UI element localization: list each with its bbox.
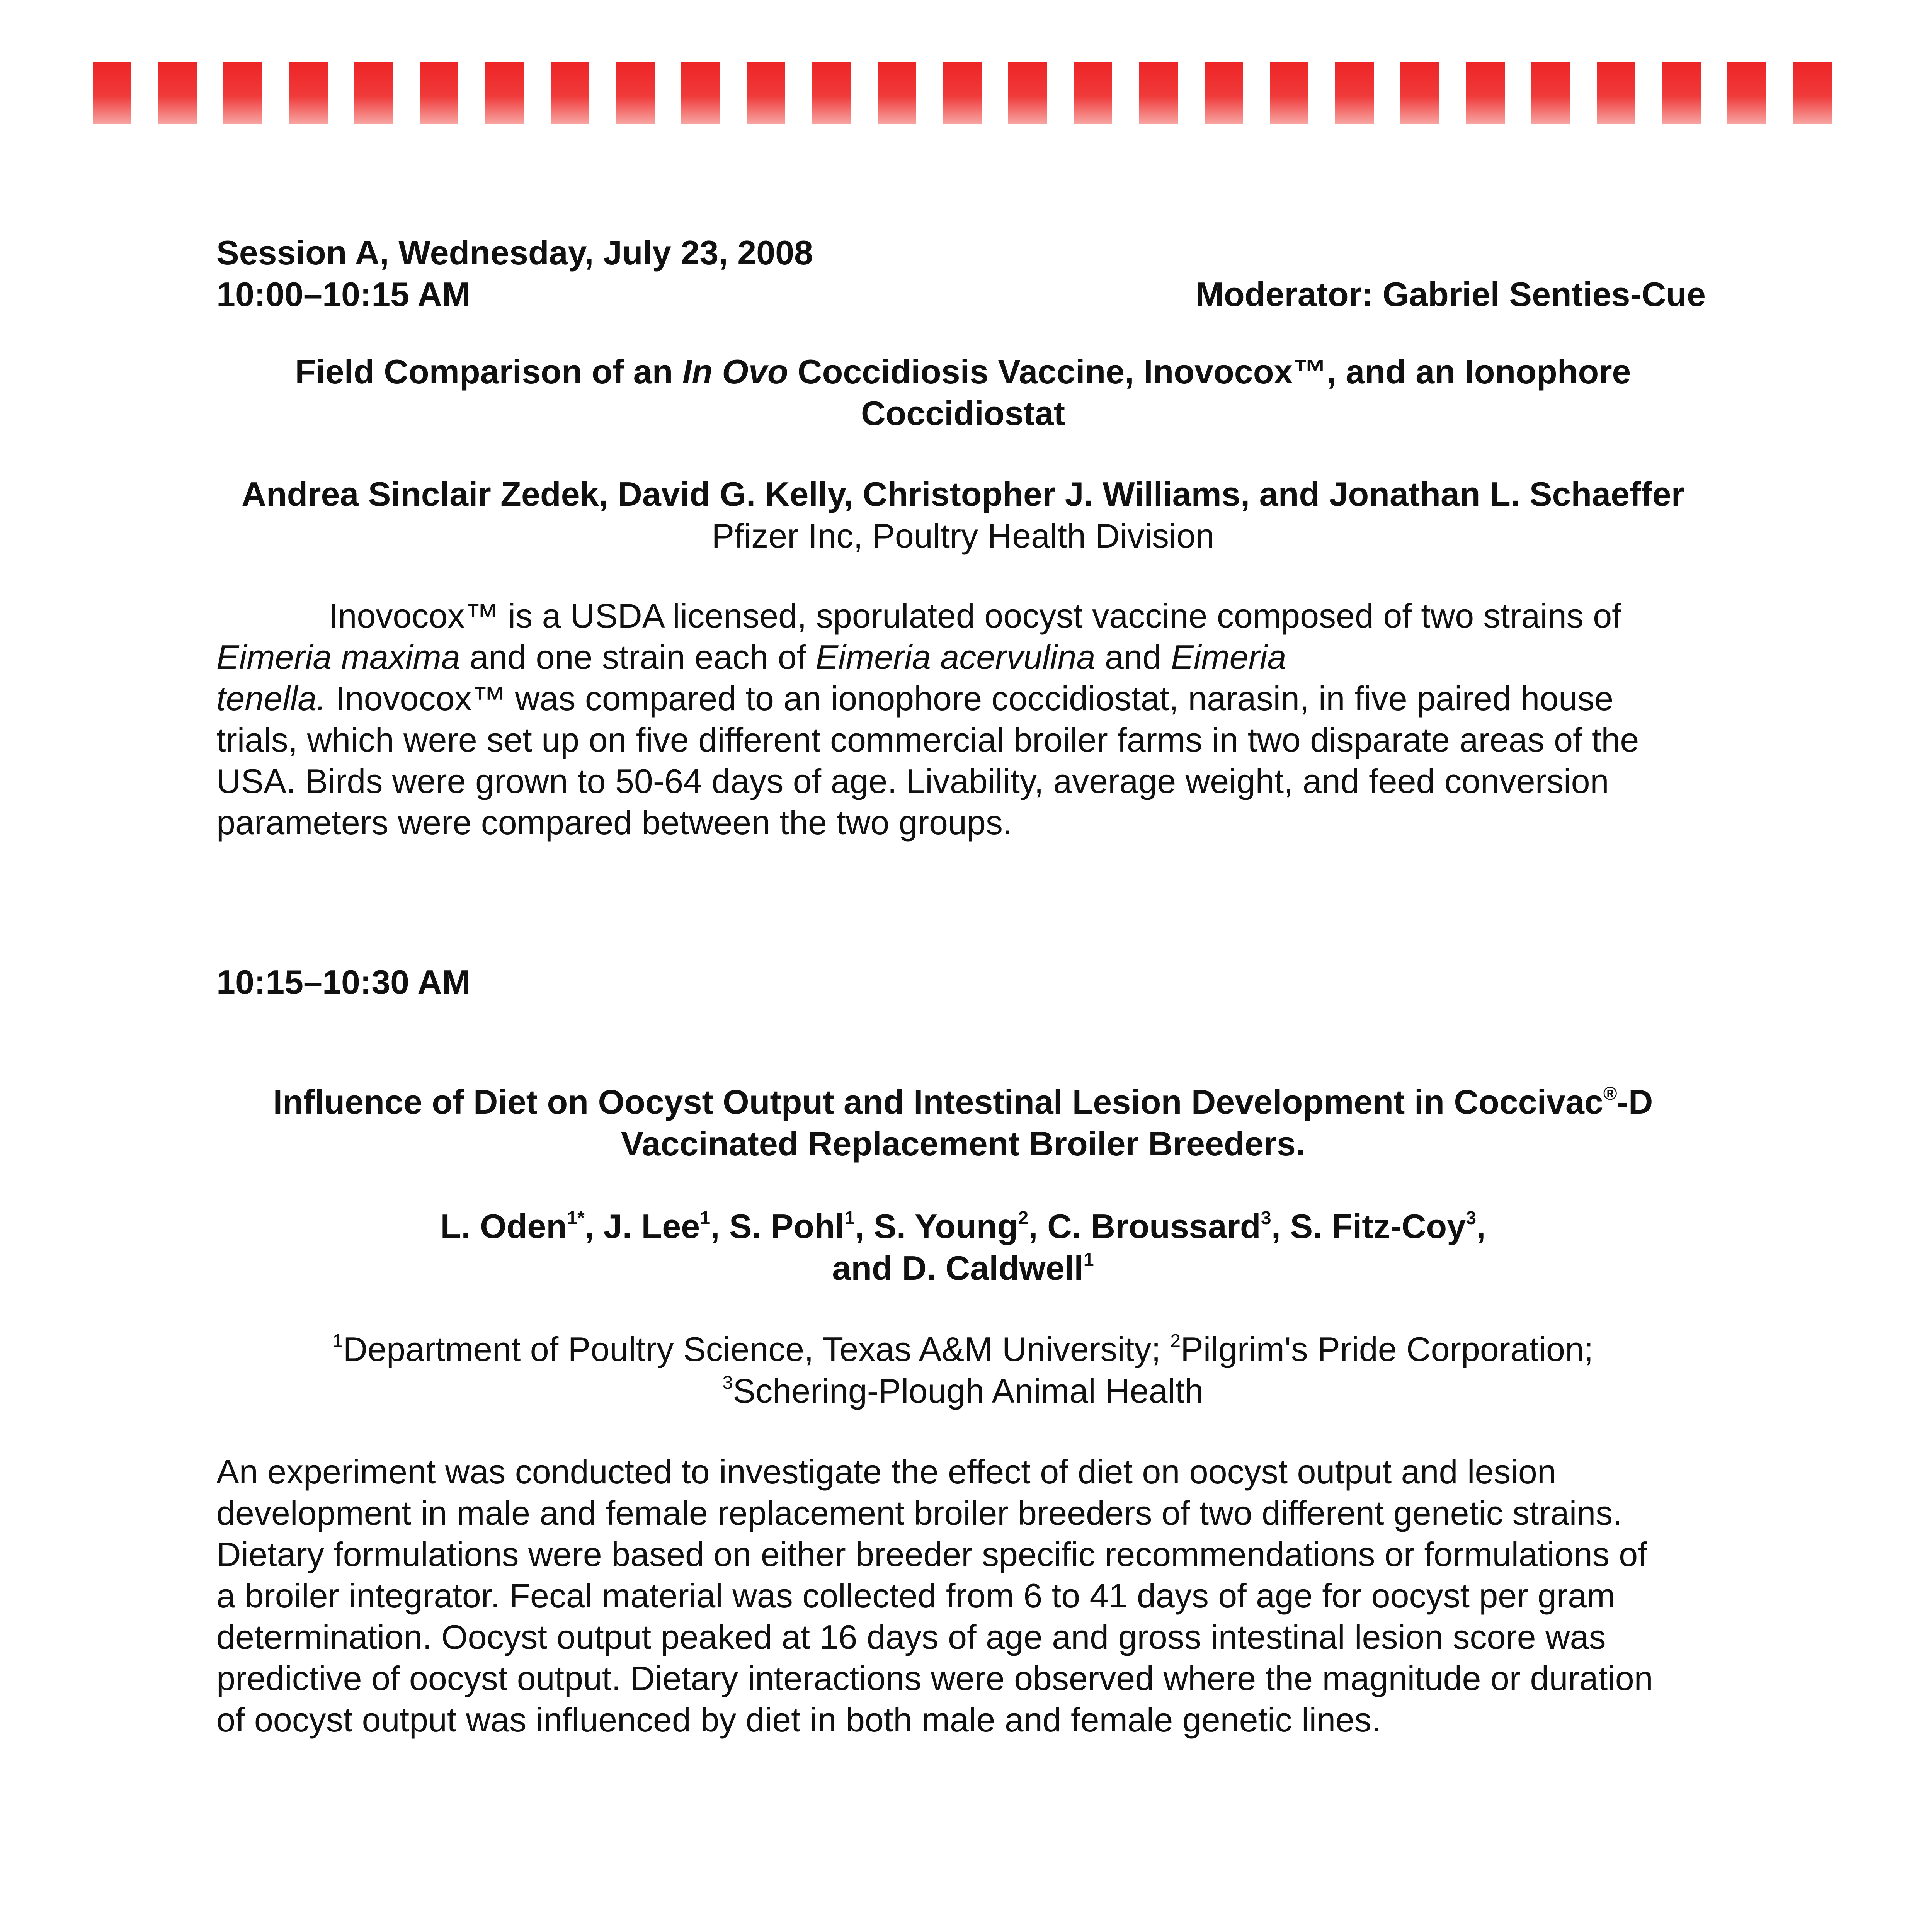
moderator-line: Moderator: Gabriel Senties-Cue <box>1195 275 1706 313</box>
decorative-red-marker-band <box>93 62 1832 124</box>
red-marker <box>1597 62 1635 124</box>
red-marker <box>943 62 982 124</box>
time-slot-1: 10:00–10:15 AM <box>216 275 471 313</box>
red-marker <box>1662 62 1701 124</box>
red-marker <box>1793 62 1832 124</box>
red-marker <box>616 62 655 124</box>
red-marker <box>747 62 785 124</box>
red-marker <box>1139 62 1178 124</box>
abstract-line: development in male and female replacement broiler breeders of two different genetic strains. <box>216 1494 1622 1532</box>
red-marker <box>1400 62 1439 124</box>
red-marker <box>1466 62 1505 124</box>
paper1-authors: Andrea Sinclair Zedek, David G. Kelly, Christopher J. Williams, and Jonathan L. Schaeffer <box>242 475 1684 513</box>
paper1-title: Field Comparison of an In Ovo Coccidiosis Vaccine, Inovocox™, and an Ionophore Coccidiostat <box>295 352 1631 432</box>
paper1-abstract: Inovocox™ is a USDA licensed, sporulated oocyst vaccine composed of two strains of Eimeria maxima and one strain each of Eimeria acervulina and Eimeria tenella. Inovocox™ was compared to an ionophore coccidiostat, narasin, in five paired house trials, which were set up on five different commercial broiler farms in two disparate areas of the USA. Birds were grown to 50-64 days of age. Livability, average weight, and feed conversion parameters were compared between the two groups. <box>216 597 1639 842</box>
red-marker <box>354 62 393 124</box>
red-marker <box>289 62 328 124</box>
time-slot-2: 10:15–10:30 AM <box>216 963 471 1001</box>
red-marker <box>878 62 916 124</box>
red-marker <box>551 62 589 124</box>
abstract-line: a broiler integrator. Fecal material was collected from 6 to 41 days of age for oocyst per gram <box>216 1577 1615 1615</box>
red-marker <box>1531 62 1570 124</box>
paper2-affiliations: $^1$Department of Poultry Science, Texas A&M University; $^2$Pilgrim's Pride Corporation; $^3$Schering-Plough Animal Health <box>332 1330 1594 1410</box>
red-marker <box>1008 62 1047 124</box>
red-marker <box>93 62 131 124</box>
abstract-line: of oocyst output was influenced by diet in both male and female genetic lines. <box>216 1701 1381 1739</box>
red-marker <box>420 62 458 124</box>
red-marker <box>1205 62 1243 124</box>
abstract-line: determination. Oocyst output peaked at 16 days of age and gross intestinal lesion score was <box>216 1618 1606 1656</box>
red-marker <box>223 62 262 124</box>
red-marker <box>485 62 524 124</box>
red-marker <box>812 62 851 124</box>
red-marker <box>1727 62 1766 124</box>
red-marker <box>681 62 720 124</box>
session-header <box>216 232 813 315</box>
red-marker <box>1270 62 1308 124</box>
abstract-line: predictive of oocyst output. Dietary interactions were observed where the magnitude or duration <box>216 1659 1653 1697</box>
red-marker <box>1335 62 1374 124</box>
red-marker <box>158 62 197 124</box>
paper2-authors: L. Oden$^{1*}$, J. Lee$^1$, S. Pohl$^1$, S. Young$^2$, C. Broussard$^3$, S. Fitz-Coy$^3$, and D. Caldwell$^1$ <box>440 1207 1486 1287</box>
paper1-affiliation: Pfizer Inc, Poultry Health Division <box>711 517 1215 555</box>
paper2-title: Influence of Diet on Oocyst Output and Intestinal Lesion Development in Coccivac®-D Vaccinated Replacement Broiler Breeders. <box>273 1083 1653 1163</box>
session-date: Session A, Wednesday, July 23, 2008 <box>216 233 813 272</box>
abstract-line: Dietary formulations were based on either breeder specific recommendations or formulations of <box>216 1535 1647 1573</box>
paper2-abstract <box>216 1451 1747 1740</box>
abstract-line: An experiment was conducted to investigate the effect of diet on oocyst output and lesion <box>216 1452 1556 1491</box>
red-marker <box>1074 62 1112 124</box>
